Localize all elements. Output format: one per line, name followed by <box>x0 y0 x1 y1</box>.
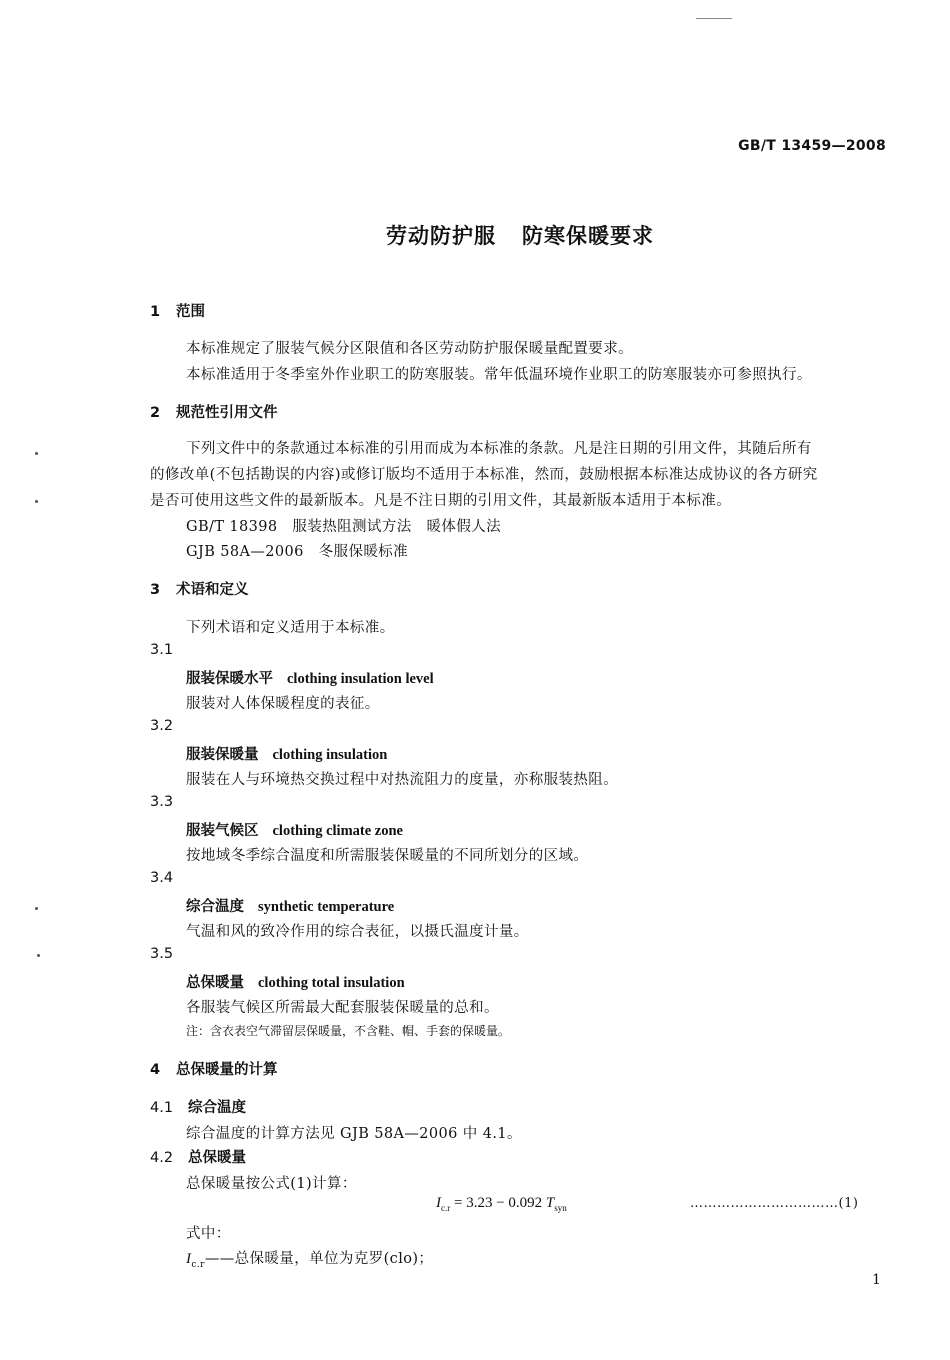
title-part2: 防寒保暖要求 <box>522 224 654 248</box>
term-heading: 服装保暖量 clothing insulation <box>186 747 388 763</box>
section-2-heading: 2 规范性引用文件 <box>150 405 278 421</box>
term-heading: 服装保暖水平 clothing insulation level <box>186 671 434 687</box>
subsection-4-2-text: 总保暖量按公式(1)计算： <box>186 1176 357 1192</box>
term-heading: 服装气候区 clothing climate zone <box>186 823 403 839</box>
section-2-line-3: 是否可使用这些文件的最新版本。凡是不注日期的引用文件，其最新版本适用于本标准。 <box>150 493 732 509</box>
page-number: 1 <box>872 1272 881 1288</box>
reference-2: GJB 58A—2006 冬服保暖标准 <box>186 544 409 560</box>
standard-code: GB/T 13459—2008 <box>738 138 886 154</box>
term-definition: 服装对人体保暖程度的表征。 <box>186 696 380 712</box>
section-3-intro: 下列术语和定义适用于本标准。 <box>186 620 395 636</box>
scan-speck <box>35 907 38 910</box>
section-1-para-1: 本标准规定了服装气候分区限值和各区劳动防护服保暖量配置要求。 <box>186 341 633 357</box>
section-4-heading: 4 总保暖量的计算 <box>150 1062 278 1078</box>
term-number: 3.4 <box>150 870 174 886</box>
term-note: 注：含衣表空气滞留层保暖量，不含鞋、帽、手套的保暖量。 <box>186 1024 511 1038</box>
document-title <box>0 220 950 250</box>
scan-speck <box>37 954 40 957</box>
formula-number: ……………………………(1) <box>690 1196 859 1211</box>
term-definition: 各服装气候区所需最大配套服装保暖量的总和。 <box>186 1000 499 1016</box>
term-number: 3.1 <box>150 642 174 658</box>
formula-1: $I_{c.r} = 3.23 - 0.092$ $T_{syn}$ <box>436 1195 567 1213</box>
scan-mark <box>696 18 732 19</box>
section-1-heading: 1 范围 <box>150 304 205 320</box>
scan-speck <box>35 500 38 503</box>
term-number: 3.5 <box>150 946 174 962</box>
term-heading: 总保暖量 clothing total insulation <box>186 975 405 991</box>
scan-speck <box>35 452 38 455</box>
term-heading: 综合温度 synthetic temperature <box>186 899 395 915</box>
subsection-4-1-heading: 4.1 综合温度 <box>150 1100 246 1116</box>
section-2-line-1: 下列文件中的条款通过本标准的引用而成为本标准的条款。凡是注日期的引用文件，其随后所有 <box>186 441 812 457</box>
subsection-4-2-heading: 4.2 总保暖量 <box>150 1150 246 1166</box>
section-2-line-2: 的修改单(不包括勘误的内容)或修订版均不适用于本标准，然而，鼓励根据本标准达成协议的各方研究 <box>150 467 818 483</box>
term-number: 3.3 <box>150 794 174 810</box>
title-part1: 劳动防护服 <box>386 224 496 248</box>
term-definition: 按地域冬季综合温度和所需服装保暖量的不同所划分的区域。 <box>186 848 589 864</box>
section-1-para-2: 本标准适用于冬季室外作业职工的防寒服装。常年低温环境作业职工的防寒服装亦可参照执行。 <box>186 367 812 383</box>
term-number: 3.2 <box>150 718 174 734</box>
term-definition: 气温和风的致冷作用的综合表征，以摄氏温度计量。 <box>186 924 529 940</box>
where-label: 式中： <box>186 1226 231 1242</box>
variable-definition: $I_{c.r}——$总保暖量，单位为克罗(clo)； <box>186 1251 434 1270</box>
term-definition: 服装在人与环境热交换过程中对热流阻力的度量，亦称服装热阻。 <box>186 772 619 788</box>
reference-1: GB/T 18398 服装热阻测试方法 暖体假人法 <box>186 519 502 535</box>
subsection-4-1-text: 综合温度的计算方法见 GJB 58A—2006 中 4.1。 <box>186 1126 522 1142</box>
section-3-heading: 3 术语和定义 <box>150 582 249 598</box>
